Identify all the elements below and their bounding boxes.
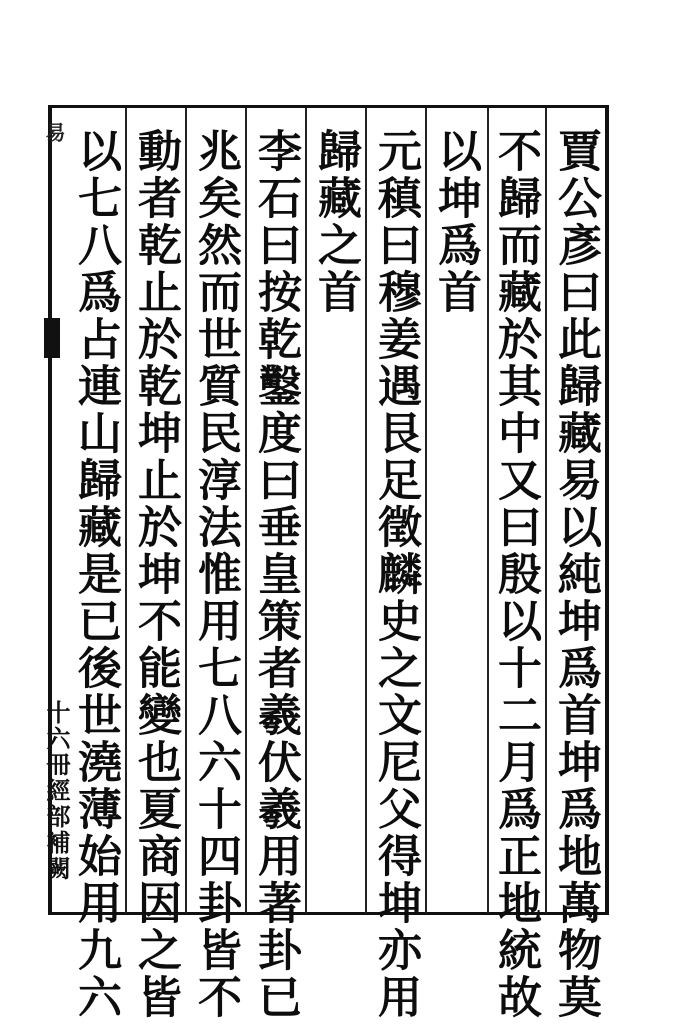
text-column-4: 元稹曰穆姜遇艮足徵麟史之文尼父得坤亦用 <box>370 128 421 1021</box>
margin-title: 易 <box>42 122 66 142</box>
text-column-8: 動者乾止於乾坤止於坤不能變也夏商因之皆 <box>130 128 181 1021</box>
column-rule <box>125 108 127 913</box>
margin-folio: 十六冊經部補闕 <box>42 700 71 882</box>
fish-tail-mark <box>44 318 60 358</box>
text-column-9: 以七八爲占連山歸藏是已後世澆薄始用九六 <box>70 128 121 1021</box>
frame-right-border <box>605 105 609 915</box>
text-column-5: 歸藏之首 <box>310 128 361 316</box>
column-rule <box>185 108 187 913</box>
column-rule <box>545 108 547 913</box>
text-column-2: 不歸而藏於其中又曰殷以十二月爲正地統故 <box>490 128 541 1021</box>
frame-top-border <box>48 105 609 108</box>
text-column-7: 兆矣然而世質民淳法惟用七八六十四卦皆不 <box>190 128 241 1021</box>
column-rule <box>425 108 427 913</box>
column-rule <box>305 108 307 913</box>
text-column-6: 李石曰按乾鑿度曰垂皇策者羲伏羲用著卦已 <box>250 128 301 1021</box>
text-column-3: 以坤爲首 <box>430 128 481 316</box>
column-rule <box>365 108 367 913</box>
column-rule <box>487 108 489 913</box>
column-rule <box>245 108 247 913</box>
text-column-1: 賈公彥曰此歸藏易以純坤爲首坤爲地萬物莫 <box>550 128 601 1021</box>
